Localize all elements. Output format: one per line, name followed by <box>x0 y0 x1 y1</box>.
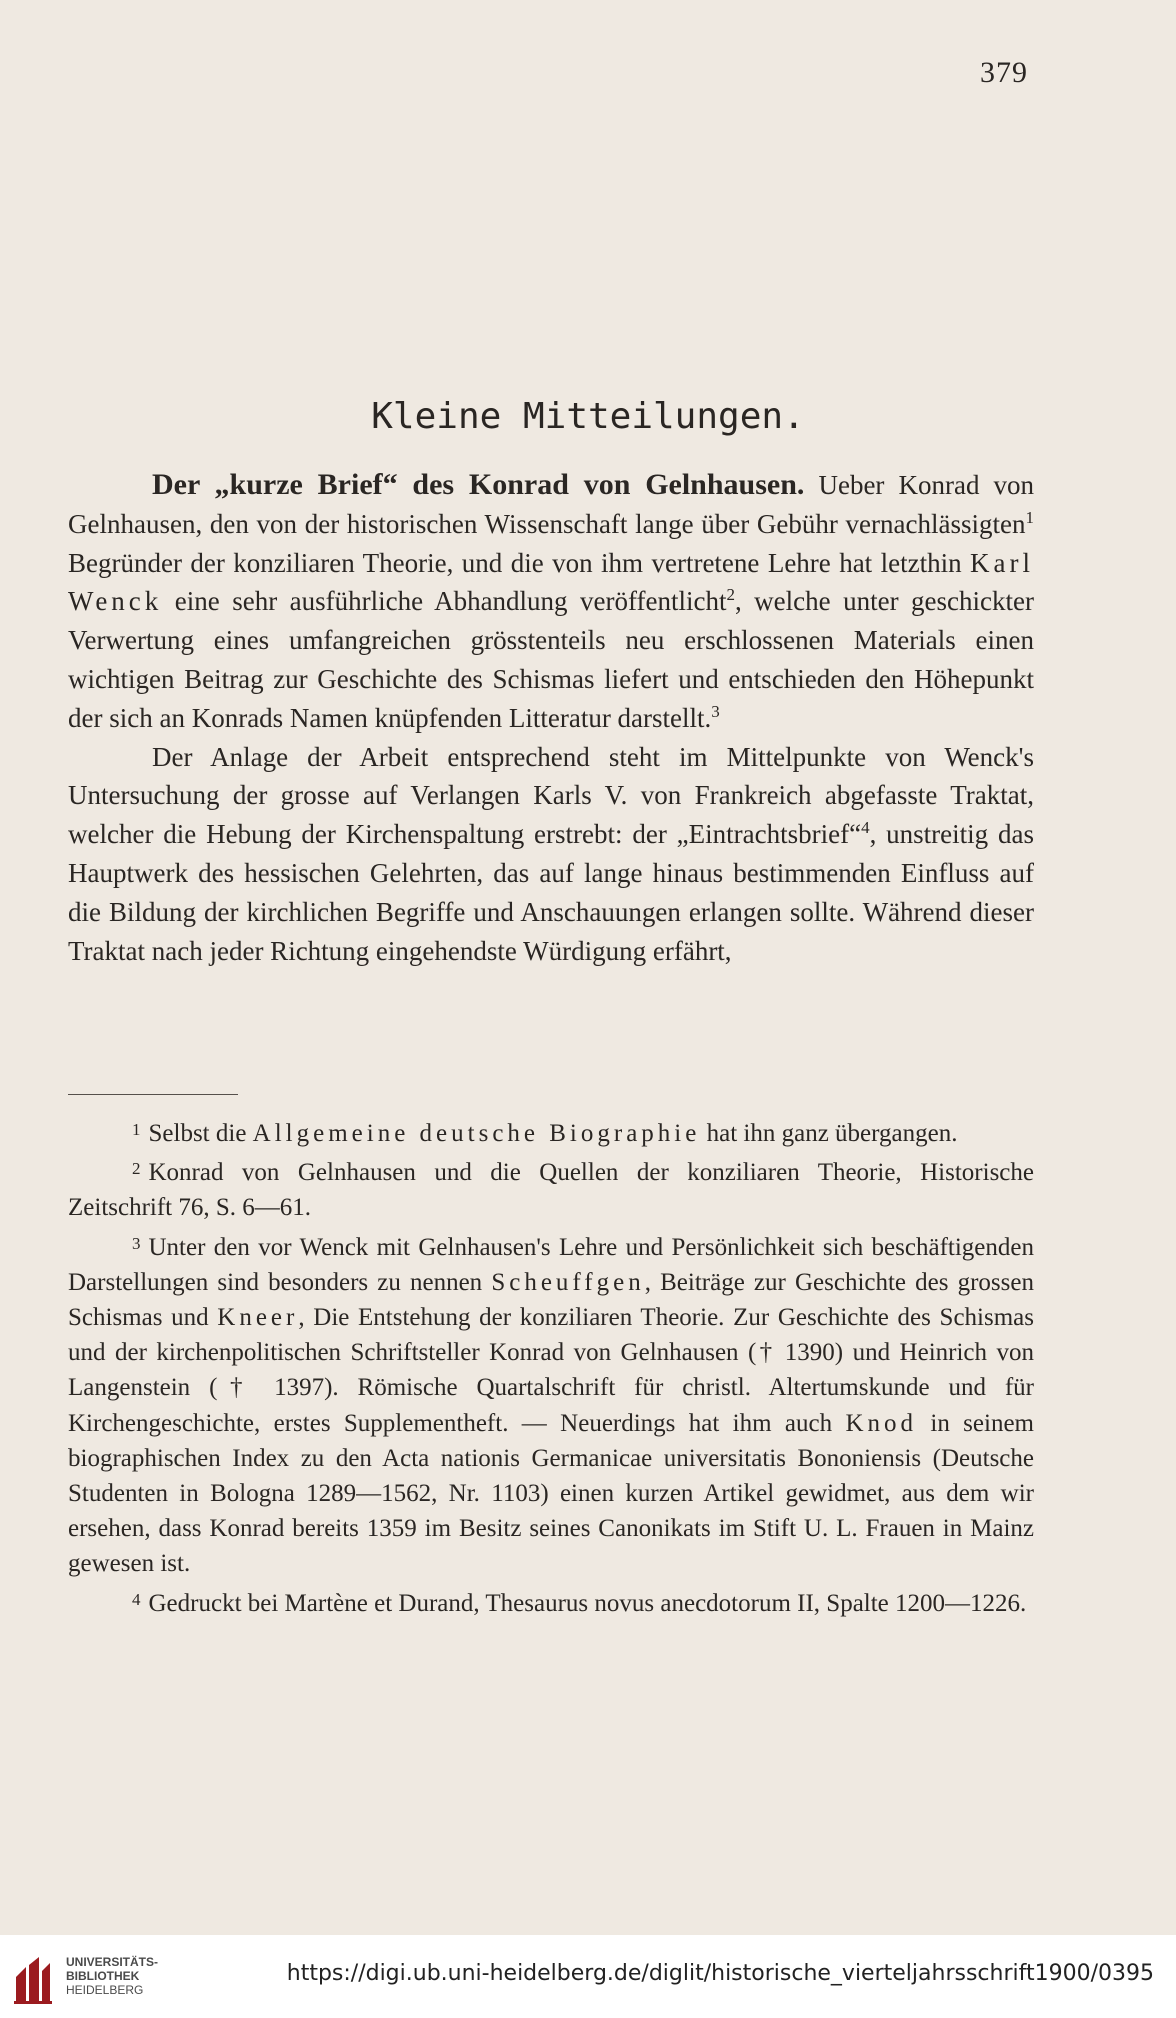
footnote-1 <box>68 1112 1034 1151</box>
footnote-ref-2[interactable]: 2 <box>726 585 735 605</box>
paragraph-2-text-a: Der Anlage der Arbeit entsprechend steht im Mittelpunkte von Wenck's Untersuchung der grosse auf Verlangen Karls V. von Frankreich abgefasste Traktat, welcher die Hebung der Kirchenspaltung erstrebt: der „Eintrachtsbrief“ <box>68 741 1034 850</box>
footnote-3-author-scheuffgen: Scheuffgen <box>491 1268 645 1296</box>
paragraph-2 <box>68 738 1034 971</box>
footnote-1-text-a: Selbst die <box>148 1120 253 1147</box>
footnote-3-text-d: in seinem biographischen Index zu den Acta nationis Germanicae universitatis Bononiensis (Deutsche Studenten in Bologna 1289—1562, Nr. 1103) einen kurzen Artikel gewidmet, aus dem wir ersehen, dass Konrad bereits 1359 im Besitz seines Canonikats im Stift U. L. Frauen in Mainz gewesen ist. <box>68 1409 1034 1578</box>
footnote-4 <box>68 1582 1034 1621</box>
footnote-ref-3[interactable]: 3 <box>711 701 720 721</box>
paragraph-1-text-d: , welche unter geschickter Verwertung eines umfangreichen grösstenteils neu erschlossenen Materials einen wichtigen Beitrag zur Geschichte des Schismas liefert und entschieden den Höhepunkt der sich an Konrads Namen knüpfenden Litteratur darstellt. <box>68 586 1034 733</box>
footer-bar <box>0 1935 1176 2018</box>
footnote-2-text: Konrad von Gelnhausen und die Quellen der konziliaren Theorie, Historische Zeitschrift 76, S. 6—61. <box>68 1159 1034 1222</box>
article-body <box>68 466 1034 970</box>
page-number: 379 <box>980 56 1028 89</box>
footnote-3-author-kneer: Kneer <box>217 1304 299 1332</box>
footnote-1-text-b: hat ihn ganz übergangen. <box>700 1120 958 1147</box>
paragraph-1-text-b: Begründer der konziliaren Theorie, und die von ihm vertretene Lehre hat letzthin <box>68 547 971 578</box>
footnote-2 <box>68 1151 1034 1225</box>
author-name: Karl Wenck <box>68 547 1034 617</box>
footnote-3 <box>68 1226 1034 1582</box>
source-url-link[interactable]: https://digi.ub.uni-heidelberg.de/diglit/historische_vierteljahrsschrift1900/0395 <box>286 1961 1154 1986</box>
paragraph-2-text-b: , unstreitig das Hauptwerk des hessischen Gelehrten, das auf lange hinaus bestimmenden Einfluss auf die Bildung der kirchlichen Begriffe und Anschauungen erlangen sollte. Während dieser Traktat nach jeder Richtung eingehendste Würdigung erfährt, <box>68 819 1034 966</box>
footnote-ref-1[interactable]: 1 <box>1025 507 1034 527</box>
paragraph-1-text-a: Ueber Konrad von Gelnhausen, den von der historischen Wissenschaft lange über Gebühr vernachlässigten <box>68 470 1034 539</box>
footnote-3-text-b: , Beiträge zur Geschichte des grossen Schismas und <box>68 1268 1034 1332</box>
library-name-line-1: UNIVERSITÄTS- <box>66 1955 159 1969</box>
footnote-4-text: Gedruckt bei Martène et Durand, Thesaurus novus anecdotorum II, Spalte 1200—1226. <box>148 1589 1027 1617</box>
paragraph-1 <box>68 466 1034 738</box>
footnote-3-text-c: , Die Entstehung der konziliaren Theorie. Zur Geschichte des Schismas und der kirchenpolitischen Schriftsteller Konrad von Gelnhausen († 1390) und Heinrich von Langenstein († 1397). Römische Quartalschrift für christl. Altertumskunde und für Kirchengeschichte, erstes Supplementheft. — Neuerdings hat ihm auch <box>68 1304 1034 1437</box>
section-title: Kleine Mitteilungen. <box>371 396 805 437</box>
footnote-3-author-knod: Knod <box>845 1409 918 1437</box>
library-name-line-3: HEIDELBERG <box>66 1983 144 1997</box>
footnote-divider <box>68 1094 238 1095</box>
footnote-1-spaced: Allgemeine deutsche Biographie <box>252 1120 701 1147</box>
paragraph-1-text-c: eine sehr ausführliche Abhandlung veröffentlicht <box>162 586 727 617</box>
footnotes <box>68 1112 1034 1621</box>
footnote-1-mark: 1 <box>132 1120 141 1139</box>
footnote-3-mark: 3 <box>132 1233 141 1253</box>
footnote-2-mark: 2 <box>132 1159 141 1179</box>
library-name <box>66 1955 158 1997</box>
footnote-4-mark: 4 <box>132 1589 141 1609</box>
footnote-ref-4[interactable]: 4 <box>861 818 870 838</box>
footnote-3-text-a: Unter den vor Wenck mit Gelnhausen's Lehre und Persönlichkeit sich beschäftigenden Darstellungen sind besonders zu nennen <box>68 1233 1034 1296</box>
library-name-line-2: BIBLIOTHEK <box>66 1969 140 1983</box>
university-library-logo-icon <box>12 1955 54 2005</box>
article-title: Der „kurze Brief“ des Konrad von Gelnhausen. <box>152 468 805 501</box>
